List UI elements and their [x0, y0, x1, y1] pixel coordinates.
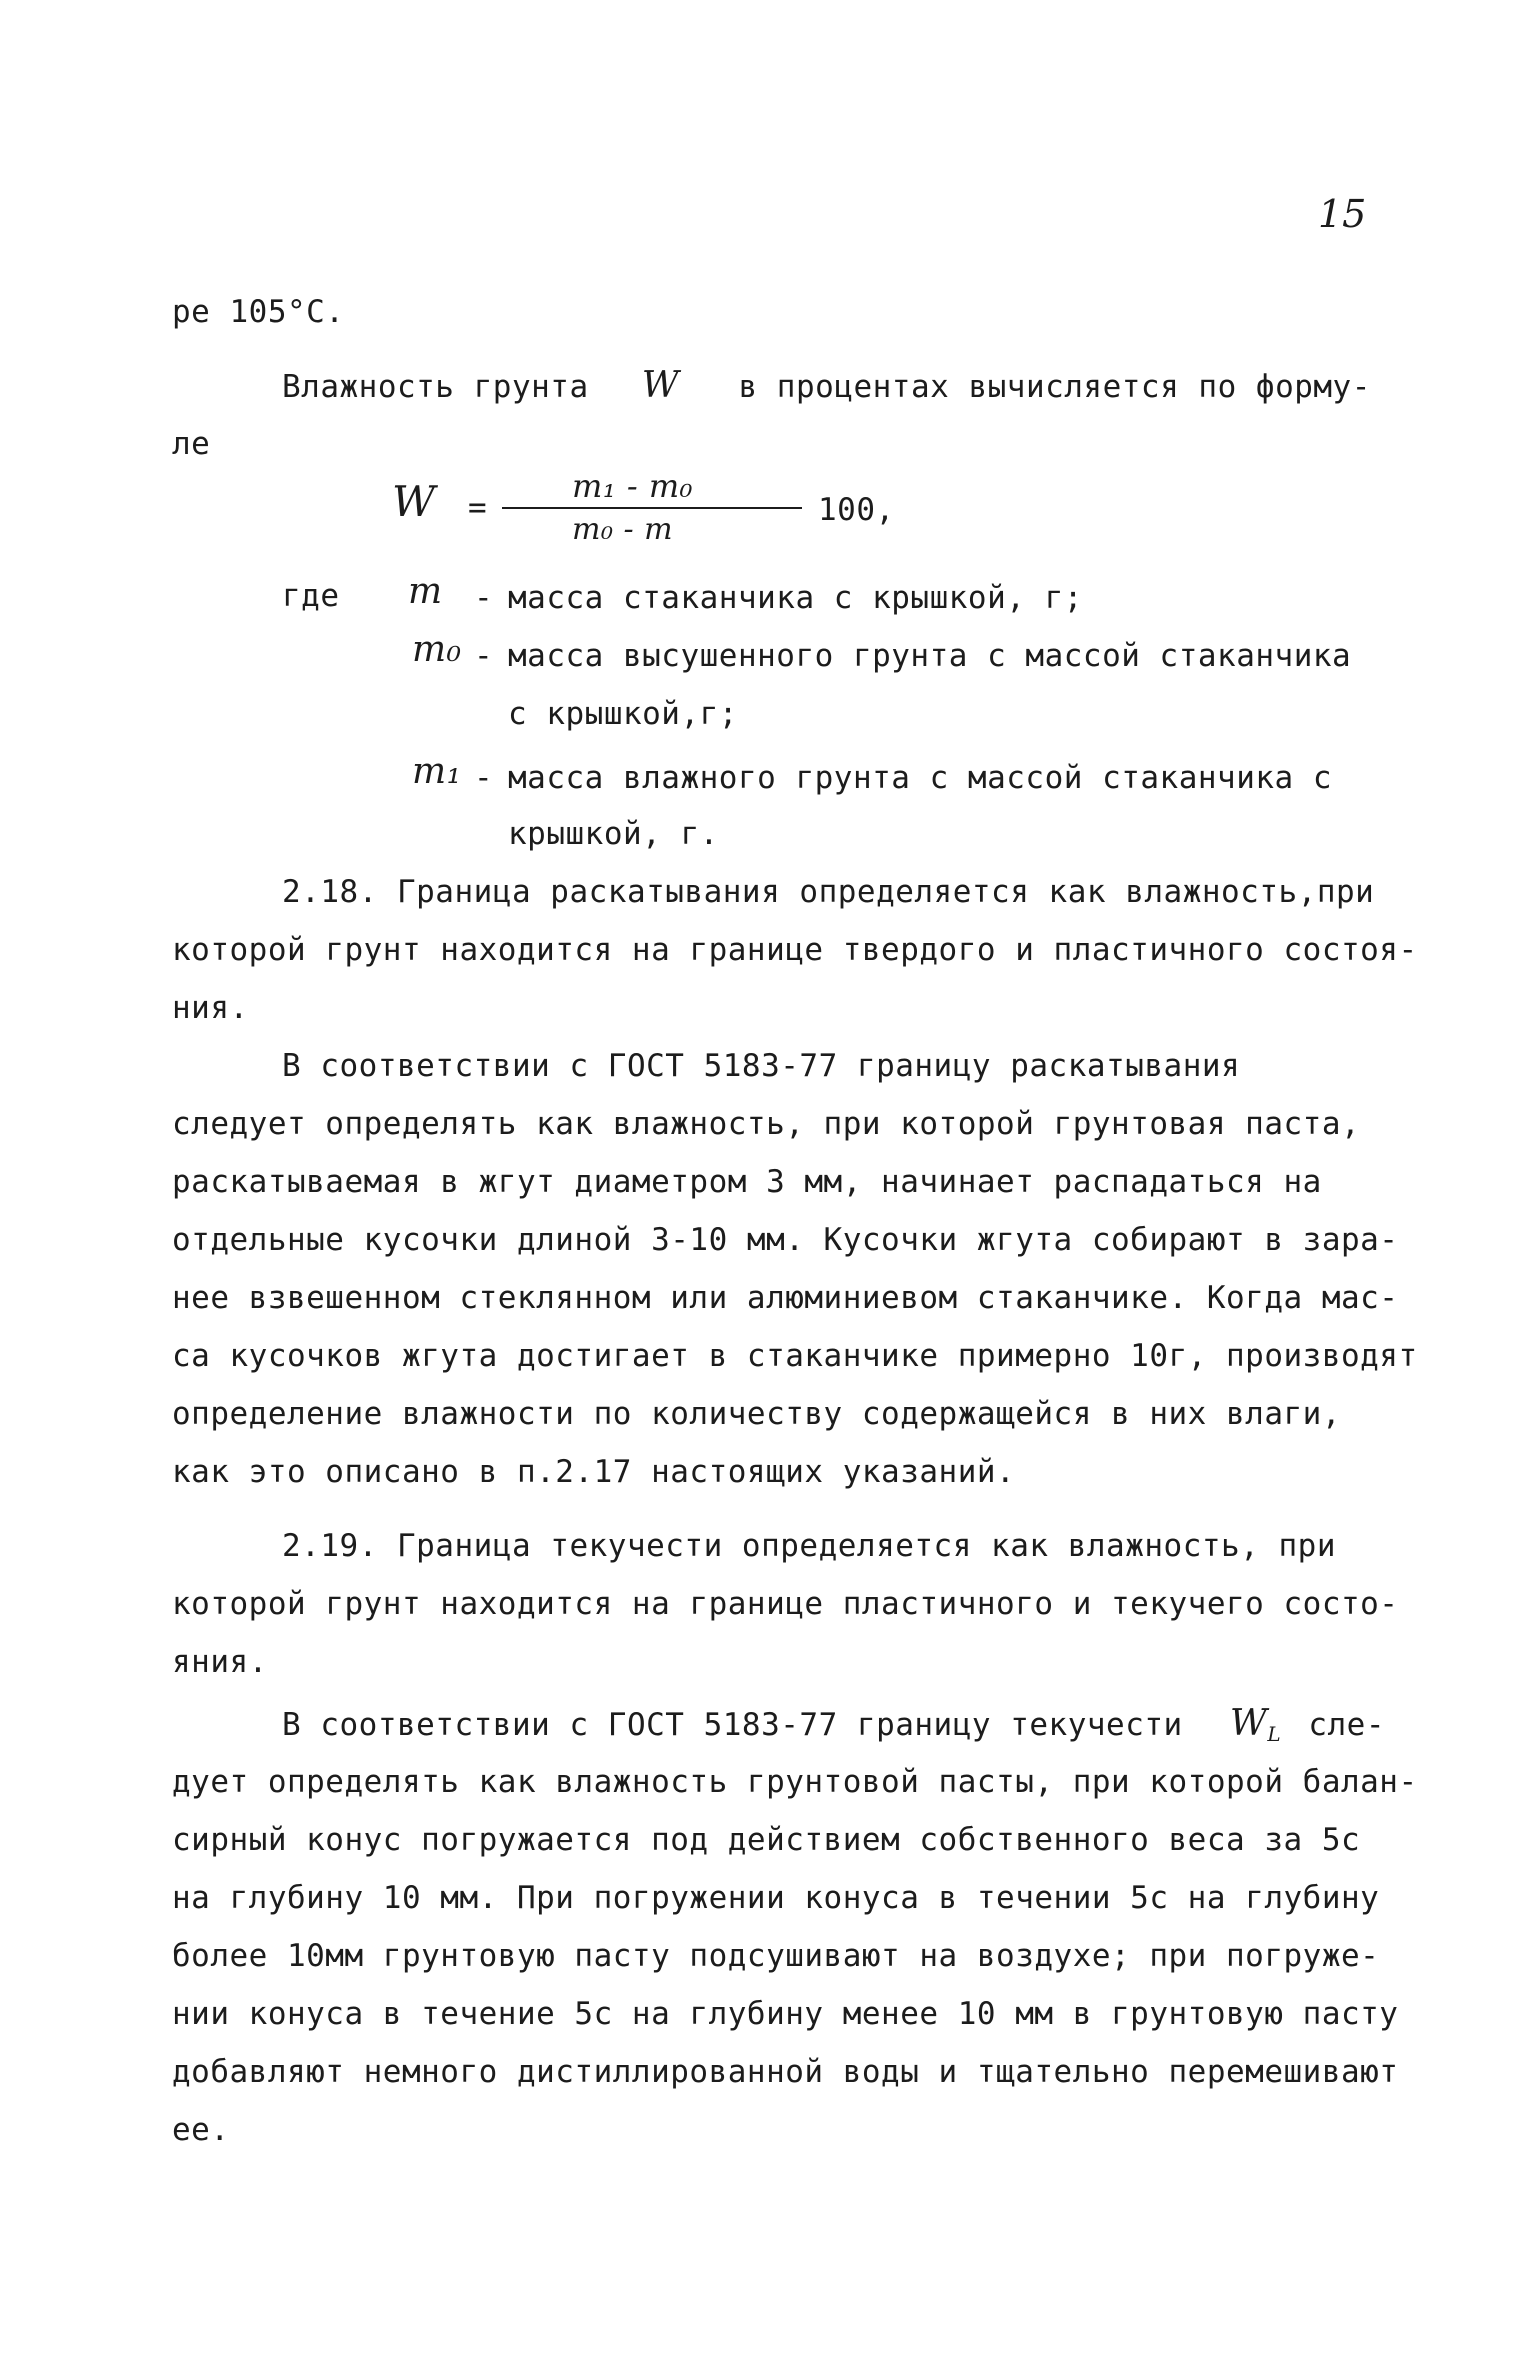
text-line: как это описано в п.2.17 настоящих указаний. [172, 1454, 1016, 1490]
text-line: нии конуса в течение 5с на глубину менее 10 мм в грунтовую пасту [172, 1996, 1399, 2032]
text-line: которой грунт находится на границе твердого и пластичного состоя- [172, 932, 1418, 968]
def-symbol-m0: m₀ [412, 629, 462, 670]
top-line: ре 105°С. [172, 294, 345, 330]
fraction-bar [502, 507, 802, 509]
text-line: на глубину 10 мм. При погружении конуса в течении 5с на глубину [172, 1880, 1380, 1916]
formula-equals: = [468, 490, 488, 526]
text-line: яния. [172, 1644, 268, 1680]
formula-denominator: m₀ - m [572, 512, 674, 547]
text-line: сирный конус погружается под действием собственного веса за 5с [172, 1822, 1361, 1858]
text-line: 2.19. Граница текучести определяется как влажность, при [282, 1528, 1336, 1564]
def-dash: - [474, 638, 494, 674]
text-line: 2.18. Граница раскатывания определяется как влажность,при [282, 874, 1375, 910]
text-line: са кусочков жгута достигает в стаканчике примерно 10г, производят [172, 1338, 1418, 1374]
intro-part3: ле [172, 426, 211, 462]
text-line: более 10мм грунтовую пасту подсушивают на воздухе; при погруже- [172, 1938, 1380, 1974]
formula-factor: 100, [818, 492, 895, 528]
text-line: нее взвешенном стеклянном или алюминиевом стаканчике. Когда мас- [172, 1280, 1399, 1316]
text-line: ее. [172, 2112, 230, 2148]
def-text-cont: с крышкой,г; [508, 696, 738, 732]
def-text: масса влажного грунта с массой стаканчика с [508, 760, 1333, 796]
formula-numerator: m₁ - m₀ [572, 467, 693, 505]
text-line: дует определять как влажность грунтовой пасты, при которой балан- [172, 1764, 1418, 1800]
liquid-limit-symbol [1230, 1703, 1281, 1744]
text-line: добавляют немного дистиллированной воды и тщательно перемешивают [172, 2054, 1399, 2090]
text-line: В соответствии с ГОСТ 5183-77 границу раскатывания [282, 1048, 1241, 1084]
liquid-limit-subscript: L [1267, 1722, 1282, 1746]
intro-text [282, 366, 1371, 407]
formula-lhs: W [392, 477, 436, 526]
def-text-cont: крышкой, г. [508, 816, 719, 852]
def-symbol-m1: m₁ [412, 751, 462, 792]
wl-part2: сле- [1308, 1707, 1385, 1743]
wl-part1: В соответствии с ГОСТ 5183-77 границу текучести [282, 1707, 1183, 1743]
liquid-limit-symbol-letter: W [1229, 1703, 1268, 1744]
text-line: следует определять как влажность, при которой грунтовая паста, [172, 1106, 1361, 1142]
moisture-symbol: W [641, 365, 680, 406]
intro-part1: Влажность грунта [282, 369, 589, 405]
where-label: где [282, 578, 340, 614]
def-text: масса стаканчика с крышкой, г; [508, 580, 1083, 616]
wl-line [282, 1704, 1385, 1754]
text-line: раскатываемая в жгут диаметром 3 мм, начинает распадаться на [172, 1164, 1322, 1200]
text-line: ния. [172, 990, 249, 1026]
text-line: отдельные кусочки длиной 3-10 мм. Кусочки жгута собирают в зара- [172, 1222, 1399, 1258]
text-line: определение влажности по количеству содержащейся в них влаги, [172, 1396, 1341, 1432]
def-text: масса высушенного грунта с массой стаканчика [508, 638, 1352, 674]
page-number: 15 [1318, 192, 1367, 236]
text-line: которой грунт находится на границе пластичного и текучего состо- [172, 1586, 1399, 1622]
intro-part2: в процентах вычисляется по форму- [738, 369, 1371, 405]
def-symbol-m: m [408, 571, 443, 612]
def-dash: - [474, 580, 494, 616]
def-dash: - [474, 760, 494, 796]
